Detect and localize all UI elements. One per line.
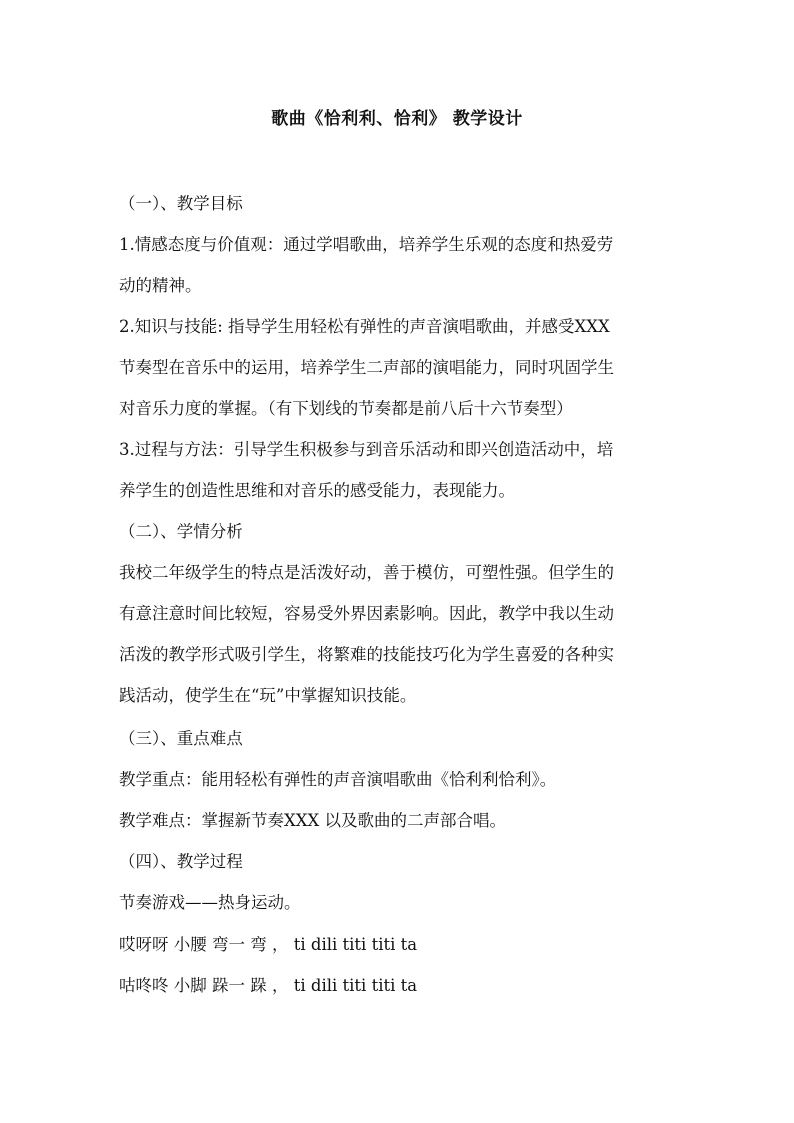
body-line: 动的精神。 bbox=[119, 276, 202, 295]
body-line: 1.情感态度与价值观：通过学唱歌曲，培养学生乐观的态度和热爱劳 bbox=[119, 235, 614, 254]
document-title: 歌曲《恰利利、恰利》 教学设计 bbox=[271, 109, 523, 129]
section-heading-process: （四）、教学过程 bbox=[119, 852, 243, 871]
section-heading-key-points: （三）、重点难点 bbox=[119, 729, 243, 748]
body-line: 节奏游戏——热身运动。 bbox=[119, 893, 301, 912]
body-line: 对音乐力度的掌握。（有下划线的节奏都是前八后十六节奏型） bbox=[119, 399, 573, 418]
body-line: 教学难点：掌握新节奏XXX 以及歌曲的二声部合唱。 bbox=[119, 811, 506, 830]
body-line: 践活动，使学生在“玩”中掌握知识技能。 bbox=[119, 686, 417, 705]
body-line: 节奏型在音乐中的运用，培养学生二声部的演唱能力，同时巩固学生 bbox=[119, 358, 614, 377]
body-line: 3.过程与方法：引导学生积极参与到音乐活动和即兴创造活动中，培 bbox=[119, 440, 614, 459]
section-heading-objectives: （一）、教学目标 bbox=[119, 194, 243, 213]
body-line: 教学重点：能用轻松有弹性的声音演唱歌曲《恰利利恰利》。 bbox=[119, 770, 557, 789]
body-line: 咕咚咚 小脚 跺一 跺 ， ti dili titi titi ta bbox=[119, 976, 418, 995]
body-line: 活泼的教学形式吸引学生，将繁难的技能技巧化为学生喜爱的各种实 bbox=[119, 645, 614, 664]
body-line: 养学生的创造性思维和对音乐的感受能力，表现能力。 bbox=[119, 481, 515, 500]
body-line: 我校二年级学生的特点是活泼好动，善于模仿，可塑性强。但学生的 bbox=[119, 563, 614, 582]
body-line: 哎呀呀 小腰 弯一 弯 ， ti dili titi titi ta bbox=[119, 935, 418, 954]
section-heading-analysis: （二）、学情分析 bbox=[119, 522, 243, 541]
body-line: 有意注意时间比较短，容易受外界因素影响。因此，教学中我以生动 bbox=[119, 604, 614, 623]
body-line: 2.知识与技能: 指导学生用轻松有弹性的声音演唱歌曲，并感受XXX bbox=[119, 317, 610, 336]
